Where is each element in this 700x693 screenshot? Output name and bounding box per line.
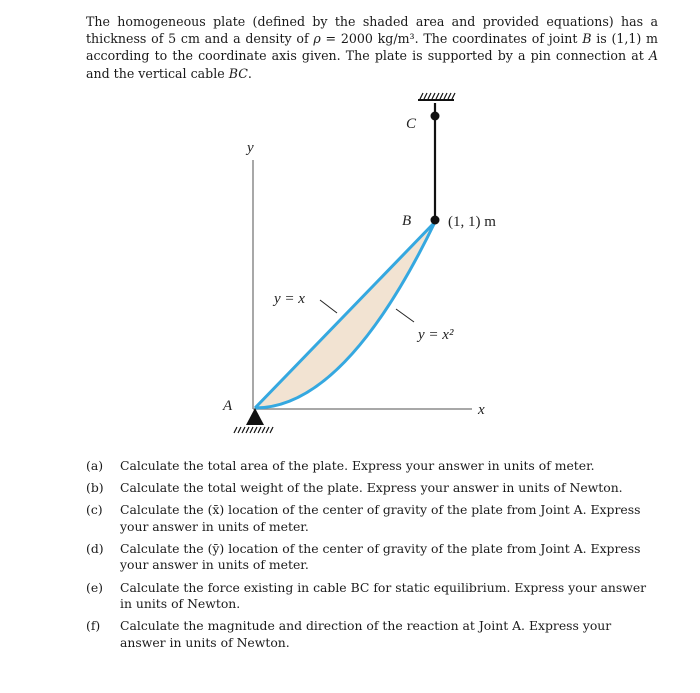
joint-c-dot [431, 112, 440, 121]
eq-line-label: y = x [274, 291, 305, 307]
label-c: C [406, 116, 417, 132]
x-axis-label: x [478, 402, 485, 418]
question-e: (e) Calculate the force existing in cable BC for static equilibrium. Express your answer in units of Newton. [86, 579, 647, 612]
ceiling-hatch [420, 93, 455, 99]
leader-line-yx2 [396, 309, 414, 322]
leader-line-yx [320, 300, 337, 313]
question-b: (b) Calculate the total weight of the plate. Express your answer in units of Newton. [86, 480, 623, 496]
y-axis-label: y [247, 140, 254, 156]
question-d: (d) Calculate the (ȳ) location of the center of gravity of the plate from Joint A. Express your answer in units of meter. [86, 540, 641, 573]
ground-hatch [234, 427, 273, 433]
line-y-equals-x [255, 222, 435, 408]
question-c: (c) Calculate the (x̄) location of the center of gravity of the plate from Joint A. Express your answer in units of meter. [86, 502, 641, 534]
question-f: (f) Calculate the magnitude and direction of the reaction at Joint A. Express your answer in units of Newton. [86, 618, 612, 650]
pin-support-a [246, 408, 264, 425]
problem-statement: The homogeneous plate (defined by the shaded area and provided equations) has a thickness of 5 cm and a density of ρ = 2000 kg/m³. The coordinates of joint B is (1,1) m according to the coordinate axis given. The plate is supported by a pin connection at A and the vertical cable BC. [86, 14, 659, 81]
joint-b-dot [431, 216, 440, 225]
question-list [86, 458, 658, 657]
coord-b-label: (1, 1) m [448, 214, 496, 230]
label-a: A [223, 398, 233, 414]
eq-parabola-label: y = x² [418, 327, 454, 343]
label-b: B [402, 213, 412, 229]
question-a: (a) Calculate the total area of the plate. Express your answer in units of meter. [86, 458, 595, 473]
